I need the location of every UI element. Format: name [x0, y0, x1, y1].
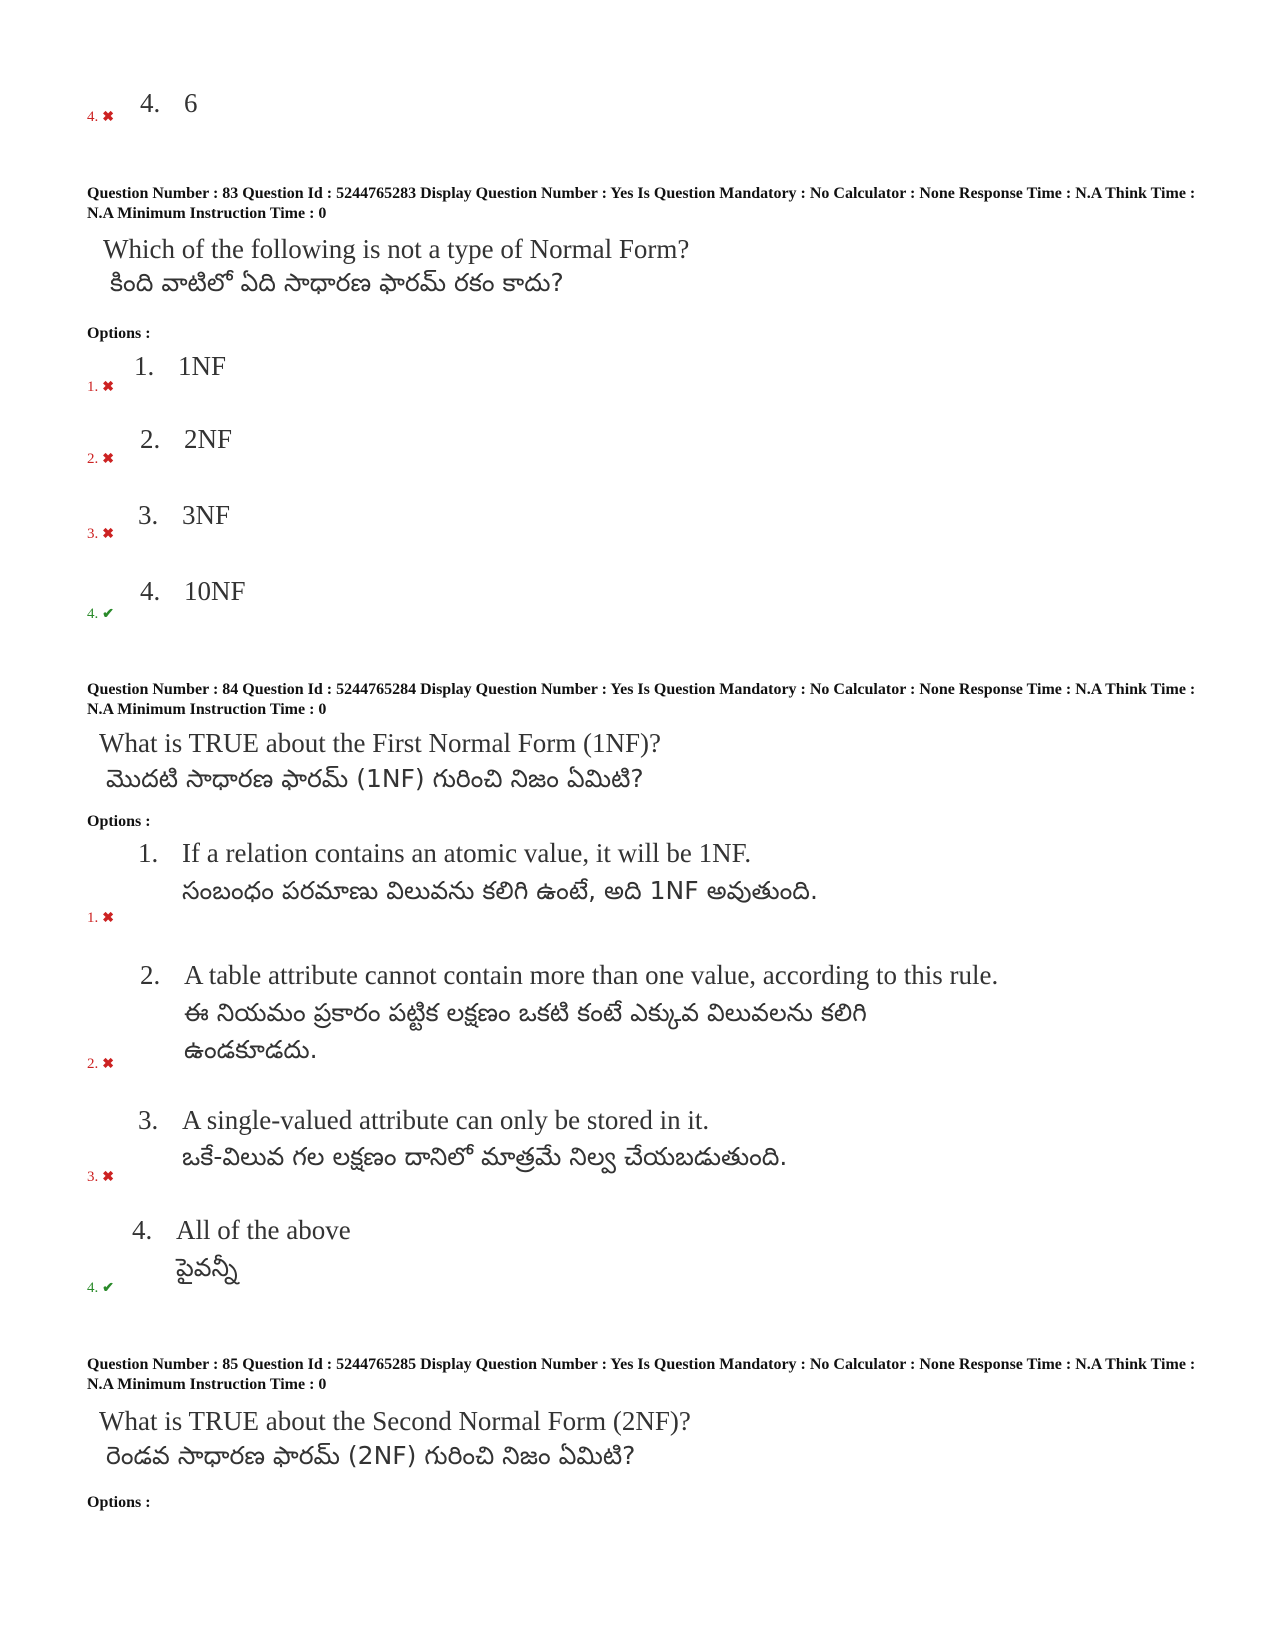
- option-label: 3NF: [182, 500, 231, 530]
- cross-icon: ✖: [102, 1170, 114, 1185]
- option-label: 10NF: [184, 576, 246, 606]
- option-text[interactable]: [138, 502, 230, 529]
- question-text-te-83: కింది వాటిలో ఏది సాధారణ ఫారమ్ రకం కాదు?: [110, 268, 564, 297]
- options-label-85: Options :: [87, 1494, 151, 1511]
- option-number: 3.: [138, 1105, 159, 1135]
- option-line-en[interactable]: A table attribute cannot contain more than one value, according to this rule.: [184, 960, 999, 990]
- options-label-83: Options :: [87, 325, 151, 342]
- option-label: 1NF: [178, 351, 227, 381]
- option-line-te[interactable]: పైవన్నీ: [176, 1253, 238, 1282]
- option-marker-number: 2.: [87, 451, 99, 467]
- option-text[interactable]: [140, 426, 232, 453]
- option-marker-number: 3.: [87, 526, 99, 542]
- check-icon: ✔: [102, 607, 114, 622]
- options-label-84: Options :: [87, 813, 151, 830]
- option-marker: [87, 911, 114, 926]
- question-text-te-85: రెండవ సాధారణ ఫారమ్ (2NF) గురించి నిజం ఏమిటి?: [106, 1441, 636, 1470]
- option-number: 4.: [140, 88, 161, 118]
- option-marker: [87, 380, 114, 395]
- option-text[interactable]: [140, 578, 246, 605]
- option-line-en[interactable]: A single-valued attribute can only be stored in it.: [182, 1105, 710, 1135]
- option-label: 2NF: [184, 424, 233, 454]
- option-number: 2.: [140, 960, 161, 990]
- option-line-te[interactable]: ఈ నియమం ప్రకారం పట్టిక లక్షణం ఒకటి కంటే ఎక్కువ విలువలను కలిగి: [184, 998, 867, 1027]
- question-text-en-84: What is TRUE about the First Normal Form (1NF)?: [99, 728, 661, 758]
- option-marker-number: 4.: [87, 606, 99, 622]
- option-marker: [87, 527, 114, 542]
- option-marker: [87, 452, 114, 467]
- question-meta-85: Question Number : 85 Question Id : 5244765285 Display Question Number : Yes Is Question Mandatory : No Calculator : None Response Time : N.A Think Time : N.A Minimum Instruction Time : 0: [87, 1356, 1196, 1393]
- option-marker-number: 4.: [87, 109, 99, 125]
- option-number: 3.: [138, 500, 159, 530]
- option-number: 4.: [132, 1215, 153, 1245]
- option-text: [140, 90, 198, 117]
- option-line-te[interactable]: సంబంధం పరమాణు విలువను కలిగి ఉంటే, అది 1NF అవుతుంది.: [182, 876, 818, 905]
- option-marker-number: 3.: [87, 1169, 99, 1185]
- option-line-te-cont[interactable]: ఉండకూడదు.: [184, 1035, 318, 1064]
- question-meta-84: Question Number : 84 Question Id : 5244765284 Display Question Number : Yes Is Question Mandatory : No Calculator : None Response Time : N.A Think Time : N.A Minimum Instruction Time : 0: [87, 681, 1196, 718]
- check-icon: ✔: [102, 1281, 114, 1296]
- option-line-te[interactable]: ఒకే-విలువ గల లక్షణం దానిలో మాత్రమే నిల్వ చేయబడుతుంది.: [182, 1142, 788, 1171]
- option-line-en[interactable]: If a relation contains an atomic value, it will be 1NF.: [182, 838, 752, 868]
- cross-icon: ✖: [102, 1057, 114, 1072]
- option-number: 2.: [140, 424, 161, 454]
- option-marker: [87, 607, 114, 622]
- option-number: 4.: [140, 576, 161, 606]
- option-marker-number: 4.: [87, 1280, 99, 1296]
- option-label: 6: [184, 88, 198, 118]
- option-marker-number: 1.: [87, 379, 99, 395]
- question-text-te-84: మొదటి సాధారణ ఫారమ్ (1NF) గురించి నిజం ఏమిటి?: [106, 764, 644, 793]
- option-marker: [87, 110, 114, 125]
- option-number: 1.: [138, 838, 159, 868]
- cross-icon: ✖: [102, 110, 114, 125]
- option-marker: [87, 1281, 114, 1296]
- cross-icon: ✖: [102, 527, 114, 542]
- cross-icon: ✖: [102, 452, 114, 467]
- cross-icon: ✖: [102, 911, 114, 926]
- option-marker-number: 1.: [87, 910, 99, 926]
- option-marker: [87, 1057, 114, 1072]
- option-marker-number: 2.: [87, 1056, 99, 1072]
- option-line-en[interactable]: All of the above: [176, 1215, 351, 1245]
- question-meta-83: Question Number : 83 Question Id : 5244765283 Display Question Number : Yes Is Question Mandatory : No Calculator : None Response Time : N.A Think Time : N.A Minimum Instruction Time : 0: [87, 185, 1196, 222]
- option-number: 1.: [134, 351, 155, 381]
- option-marker: [87, 1170, 114, 1185]
- cross-icon: ✖: [102, 380, 114, 395]
- question-text-en-83: Which of the following is not a type of Normal Form?: [103, 234, 690, 264]
- option-text[interactable]: [134, 353, 226, 380]
- question-text-en-85: What is TRUE about the Second Normal Form (2NF)?: [99, 1406, 691, 1436]
